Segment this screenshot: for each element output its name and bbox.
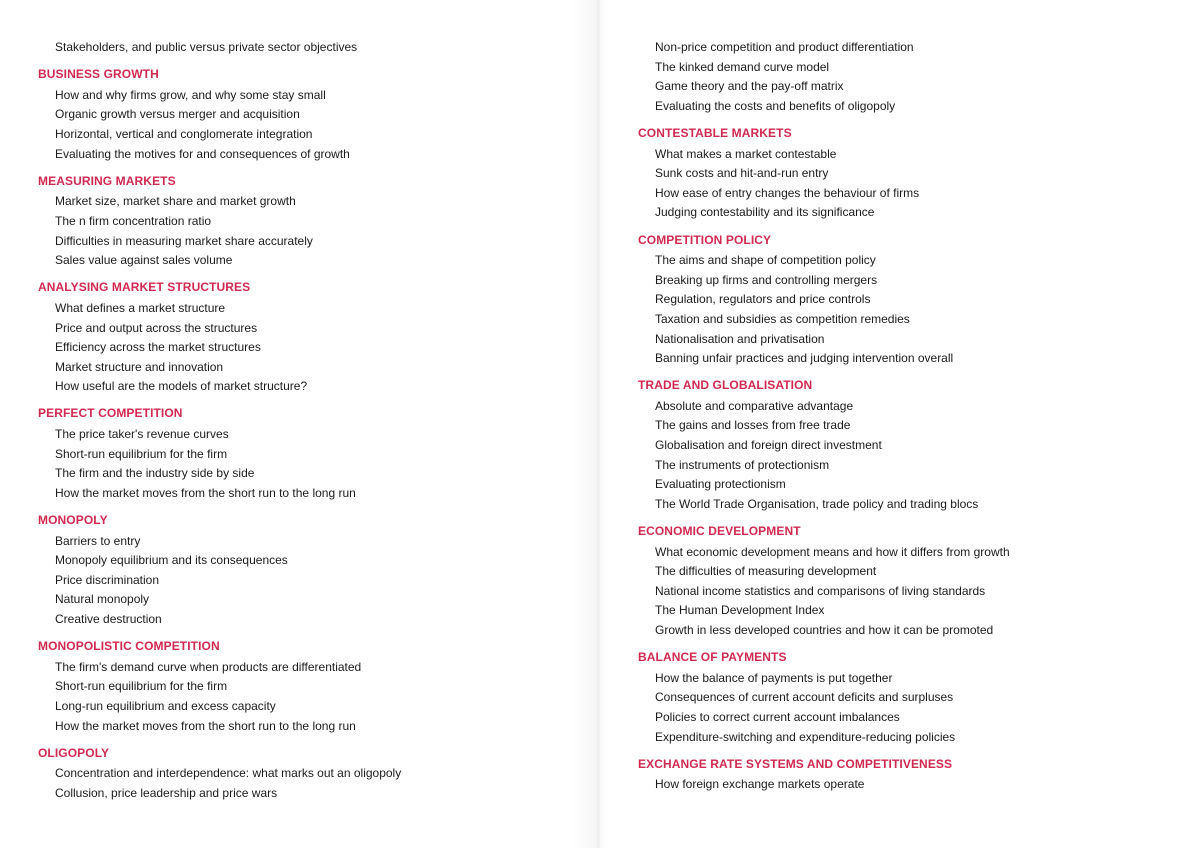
section-heading: TRADE AND GLOBALISATION [638,378,813,393]
contents-item: Short-run equilibrium for the firm [55,446,228,461]
contents-item: Regulation, regulators and price controls [655,292,871,307]
contents-item: Expenditure-switching and expenditure-reducing policies [655,729,956,744]
contents-item: Taxation and subsidies as competition remedies [655,311,910,326]
contents-item: Banning unfair practices and judging intervention overall [655,351,954,366]
section-heading: ANALYSING MARKET STRUCTURES [38,280,251,295]
contents-item: Judging contestability and its significance [655,205,875,220]
section-heading: PERFECT COMPETITION [38,406,183,421]
contents-item: Organic growth versus merger and acquisition [55,107,300,122]
contents-item: Policies to correct current account imbalances [655,709,900,724]
right-page [598,0,1200,848]
contents-item: How foreign exchange markets operate [655,777,865,792]
section-heading: BUSINESS GROWTH [38,67,159,82]
left-contents-column [38,38,401,804]
contents-item: The difficulties of measuring development [655,564,877,579]
section-heading: MEASURING MARKETS [38,173,176,188]
contents-item: Natural monopoly [55,592,150,607]
contents-item: Evaluating the costs and benefits of oligopoly [655,98,896,113]
section-heading: OLIGOPOLY [38,745,110,760]
contents-item: Concentration and interdependence: what marks out an oligopoly [55,766,402,781]
contents-item: How the market moves from the short run to the long run [55,718,356,733]
contents-item: Collusion, price leadership and price wars [55,785,278,800]
contents-item: Short-run equilibrium for the firm [55,679,228,694]
contents-item: Sunk costs and hit-and-run entry [655,166,829,181]
contents-item: The Human Development Index [655,603,825,618]
section-heading: ECONOMIC DEVELOPMENT [638,524,801,539]
contents-item: The World Trade Organisation, trade policy and trading blocs [655,496,979,511]
contents-item: Efficiency across the market structures [55,340,261,355]
contents-item: Globalisation and foreign direct investment [655,438,882,453]
contents-item: The firm's demand curve when products are differentiated [55,659,362,674]
contents-item: How and why firms grow, and why some stay small [55,87,326,102]
contents-item: Breaking up firms and controlling mergers [655,272,878,287]
contents-item: The n firm concentration ratio [55,213,212,228]
contents-item: Sales value against sales volume [55,253,233,268]
contents-item: Difficulties in measuring market share accurately [55,233,313,248]
section-heading: MONOPOLY [38,513,108,528]
contents-item: Game theory and the pay-off matrix [655,79,844,94]
section-heading: CONTESTABLE MARKETS [638,125,792,140]
contents-item: The aims and shape of competition policy [655,253,876,268]
contents-item: How the market moves from the short run to the long run [55,485,356,500]
contents-item: Growth in less developed countries and how it can be promoted [655,623,994,637]
contents-item: Monopoly equilibrium and its consequences [55,553,288,568]
contents-item: How ease of entry changes the behaviour of firms [655,185,920,200]
contents-item: Creative destruction [55,612,162,626]
contents-item: National income statistics and comparisons of living standards [655,583,986,598]
contents-item: Consequences of current account deficits and surpluses [655,690,954,705]
section-heading: COMPETITION POLICY [638,232,772,247]
contents-item: How useful are the models of market structure? [55,379,308,394]
contents-item: The firm and the industry side by side [55,466,255,481]
contents-item: Market size, market share and market growth [55,194,296,209]
section-heading: BALANCE OF PAYMENTS [638,650,787,665]
right-contents-column [638,38,1010,795]
contents-item: Price and output across the structures [55,320,258,335]
contents-item: The price taker's revenue curves [55,427,229,442]
contents-item: Long-run equilibrium and excess capacity [55,698,276,713]
section-heading: MONOPOLISTIC COMPETITION [38,639,220,654]
section-heading: EXCHANGE RATE SYSTEMS AND COMPETITIVENESS [638,756,953,771]
contents-item: Horizontal, vertical and conglomerate integration [55,126,313,141]
contents-item: Price discrimination [55,572,160,587]
contents-item: Absolute and comparative advantage [655,398,854,413]
contents-item: Non-price competition and product differentiation [655,40,914,54]
left-page [0,0,598,848]
contents-item: What defines a market structure [55,300,226,315]
contents-item: Evaluating the motives for and consequences of growth [55,146,350,161]
contents-item: Barriers to entry [55,533,141,548]
contents-item: What economic development means and how it differs from growth [655,544,1010,559]
contents-item: Evaluating protectionism [655,477,786,492]
contents-item: Stakeholders, and public versus private sector objectives [55,40,358,54]
contents-item: The kinked demand curve model [655,59,830,74]
contents-item: What makes a market contestable [655,146,837,161]
contents-item: The instruments of protectionism [655,457,830,472]
contents-item: How the balance of payments is put together [655,670,893,685]
contents-item: The gains and losses from free trade [655,418,851,433]
contents-item: Market structure and innovation [55,359,224,374]
contents-item: Nationalisation and privatisation [655,331,825,346]
